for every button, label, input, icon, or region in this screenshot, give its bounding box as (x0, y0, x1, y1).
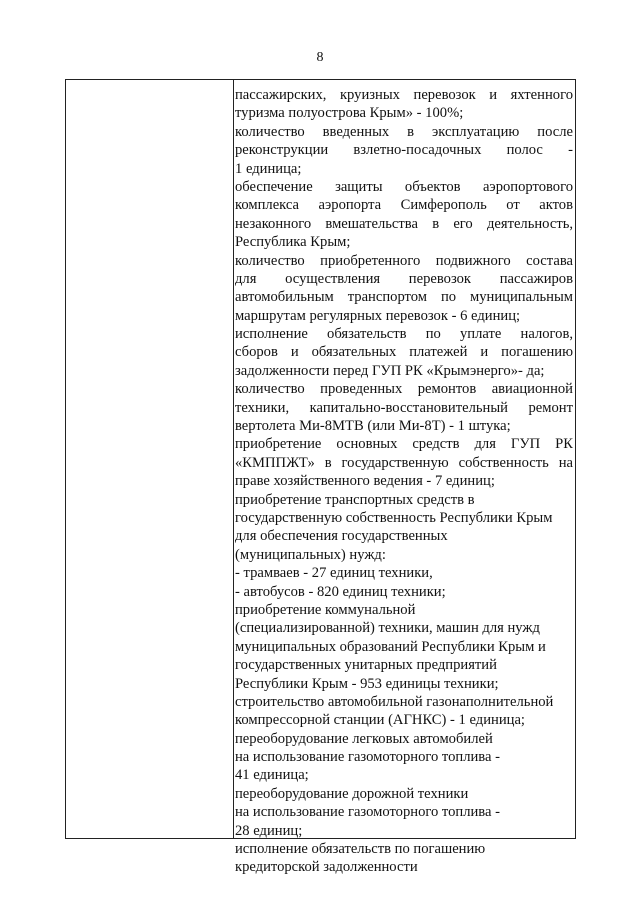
text-line: переоборудование дорожной техники (235, 785, 469, 802)
text-line: для осуществления перевозок пассажиров (235, 270, 573, 287)
text-line: для обеспечения государственных (235, 528, 448, 545)
text-line: компрессорной станции (АГНКС) - 1 единица; (235, 712, 525, 729)
text-line: реконструкции взлетно-посадочных полос - (235, 142, 573, 159)
text-line: - трамваев - 27 единиц техники, (235, 565, 433, 582)
text-line: государственную собственность Республики Крым (235, 509, 553, 526)
text-line: «КМППЖТ» в государственную собственность на (235, 454, 573, 471)
text-line: приобретение транспортных средств в (235, 491, 475, 508)
text-line: сборов и обязательных платежей и погашению (235, 344, 573, 361)
text-line: 28 единиц; (235, 822, 303, 839)
text-line: муниципальных образований Республики Крым и (235, 638, 546, 655)
text-line: количество приобретенного подвижного состава (235, 252, 573, 269)
text-line: приобретение основных средств для ГУП РК (235, 436, 573, 453)
text-line: государственных унитарных предприятий (235, 657, 497, 674)
text-line: (муниципальных) нужд: (235, 546, 386, 563)
text-line: исполнение обязательств по уплате налогов, (235, 326, 573, 343)
text-line: Республики Крым - 953 единицы техники; (235, 675, 499, 692)
text-line: кредиторской задолженности (235, 859, 418, 876)
text-line: комплекса аэропорта Симферополь от актов (235, 197, 573, 214)
text-line: 41 единица; (235, 767, 309, 784)
text-line: техники, капитально-восстановительный ремонт (235, 399, 573, 416)
text-line: строительство автомобильной газонаполнительной (235, 693, 554, 710)
text-line: пассажирских, круизных перевозок и яхтенного (235, 87, 573, 103)
text-line: обеспечение защиты объектов аэропортового (235, 178, 573, 195)
table-left-cell (66, 80, 233, 838)
text-line: на использование газомоторного топлива - (235, 804, 500, 821)
text-line: незаконного вмешательства в его деятельность, (235, 215, 573, 232)
text-line: (специализированной) техники, машин для нужд (235, 620, 540, 637)
text-line: праве хозяйственного ведения - 7 единиц; (235, 473, 495, 490)
text-line: переоборудование легковых автомобилей (235, 730, 493, 747)
text-line: количество проведенных ремонтов авиационной (235, 381, 573, 398)
text-line: туризма полуострова Крым» - 100%; (235, 105, 464, 122)
text-line: автомобильным транспортом по муниципальным (235, 289, 573, 306)
text-line: количество введенных в эксплуатацию после (235, 123, 573, 140)
text-line: приобретение коммунальной (235, 601, 416, 618)
text-line: Республика Крым; (235, 234, 351, 251)
text-line: вертолета Ми-8МТВ (или Ми-8Т) - 1 штука; (235, 418, 511, 435)
text-line: исполнение обязательств по погашению (235, 841, 486, 858)
page-number: 8 (316, 50, 324, 65)
text-line: - автобусов - 820 единиц техники; (235, 583, 446, 600)
text-line: маршрутам регулярных перевозок - 6 единиц; (235, 307, 521, 324)
text-line: на использование газомоторного топлива - (235, 749, 500, 766)
text-line: 1 единица; (235, 160, 302, 177)
text-line: задолженности перед ГУП РК «Крымэнерго»- да; (235, 362, 545, 379)
table-right-cell (235, 86, 573, 877)
column-divider (233, 80, 234, 838)
